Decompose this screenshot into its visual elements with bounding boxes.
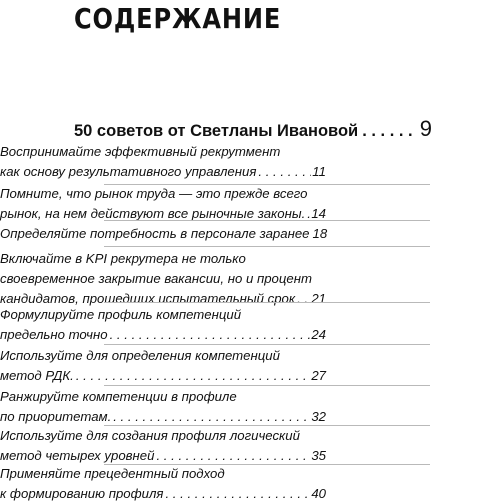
main-entry-title: 50 советов от Светланы Ивановой — [74, 122, 359, 140]
toc-entry — [0, 387, 326, 427]
entry-text-line: своевременное закрытие вакансии, но и процент — [0, 271, 313, 286]
entry-separator — [104, 220, 430, 221]
dot-leader — [113, 407, 310, 427]
entry-separator — [104, 302, 430, 303]
dot-leader — [258, 162, 311, 182]
entry-page-number: 21 — [311, 291, 326, 306]
entry-page-number: 14 — [311, 206, 326, 221]
toc-entry — [0, 224, 326, 244]
entry-text-line: Включайте в KPI рекрутера не только — [0, 251, 246, 266]
toc-entry — [0, 184, 326, 224]
entry-text-line: по приоритетам. — [0, 409, 112, 424]
entry-text-line: Используйте для создания профиля логический — [0, 428, 300, 443]
entry-text-line: Воспринимайте эффективный рекрутмент — [0, 144, 281, 159]
toc-entry — [0, 305, 326, 345]
toc-entry — [0, 346, 326, 386]
entry-separator — [104, 344, 430, 345]
entry-text-line: как основу результативного управления — [0, 164, 257, 179]
entry-text-line: кандидатов, прошедших испытательный срок — [0, 291, 296, 306]
entry-text-line: Определяйте потребность в персонале заранее — [0, 226, 310, 241]
toc-entry — [0, 464, 326, 504]
entry-page-number: 35 — [311, 448, 326, 463]
entry-text-line: рынок, на нем действуют все рыночные законы. — [0, 206, 306, 221]
toc-main-entry — [74, 118, 432, 142]
entry-page-number: 27 — [311, 368, 326, 383]
entry-text-line: к формированию профиля — [0, 486, 164, 501]
dot-leader — [307, 204, 310, 224]
entry-page-number: 11 — [312, 164, 326, 179]
entry-text-line: Формулируйте профиль компетенций — [0, 307, 242, 322]
entry-text-line: Применяйте прецедентный подход — [0, 466, 225, 481]
entry-page-number: 18 — [312, 226, 328, 241]
main-entry-page: 9 — [419, 116, 432, 141]
entry-separator — [104, 246, 430, 247]
dot-leader — [156, 446, 310, 466]
toc-entry — [0, 426, 326, 466]
entry-text-line: метод РДК. — [0, 368, 74, 383]
entry-text-line: метод четырех уровней — [0, 448, 155, 463]
entry-page-number: 24 — [311, 327, 326, 342]
toc-entry — [0, 142, 326, 182]
entry-text-line: предельно точно — [0, 327, 108, 342]
entry-text-line: Помните, что рынок труда — это прежде всего — [0, 186, 308, 201]
entry-page-number: 32 — [311, 409, 326, 424]
entry-page-number: 40 — [311, 486, 326, 501]
dot-leader — [165, 484, 310, 504]
entry-text-line: Ранжируйте компетенции в профиле — [0, 389, 237, 404]
toc-entry — [0, 249, 326, 309]
dot-leader — [110, 325, 311, 345]
dot-leader — [76, 366, 310, 386]
entry-separator — [104, 385, 430, 386]
entry-text-line: Используйте для определения компетенций — [0, 348, 280, 363]
dot-leader — [362, 120, 418, 142]
page-title: СОДЕРЖАНИЕ — [74, 2, 282, 35]
